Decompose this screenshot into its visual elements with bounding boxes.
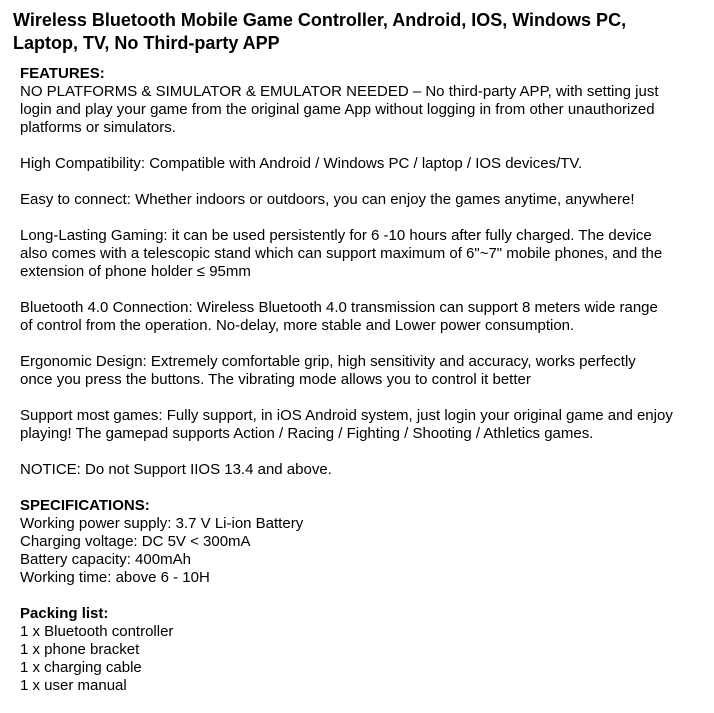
feature-line: NO PLATFORMS & SIMULATOR & EMULATOR NEEDED – No third-party APP, with setting just — [20, 83, 659, 100]
feature-long-lasting — [20, 227, 710, 281]
feature-line: Ergonomic Design: Extremely comfortable grip, high sensitivity and accuracy, works perfectly — [20, 353, 636, 370]
product-title-line-2: Laptop, TV, No Third-party APP — [13, 33, 280, 53]
product-description — [20, 65, 710, 713]
features-heading: FEATURES: — [20, 65, 105, 82]
feature-line: also comes with a telescopic stand which can support maximum of 6"~7" mobile phones, and the — [20, 245, 663, 262]
feature-games-support — [20, 407, 710, 443]
specifications-heading: SPECIFICATIONS: — [20, 497, 150, 514]
spec-item: Charging voltage: DC 5V < 300mA — [20, 533, 251, 550]
product-title-line-1: Wireless Bluetooth Mobile Game Controller, Android, IOS, Windows PC, — [13, 10, 627, 30]
feature-no-platforms — [20, 83, 710, 137]
packing-list-heading: Packing list: — [20, 605, 109, 622]
specifications-section — [20, 497, 710, 587]
packing-list-item: 1 x user manual — [20, 677, 127, 694]
feature-line: Easy to connect: Whether indoors or outdoors, you can enjoy the games anytime, anywhere! — [20, 191, 635, 208]
feature-easy-connect — [20, 191, 710, 209]
feature-line: NOTICE: Do not Support IIOS 13.4 and above. — [20, 461, 332, 478]
packing-list-item: 1 x charging cable — [20, 659, 142, 676]
feature-line: once you press the buttons. The vibrating mode allows you to control it better — [20, 371, 531, 388]
spec-item: Battery capacity: 400mAh — [20, 551, 191, 568]
feature-line: extension of phone holder ≤ 95mm — [20, 263, 251, 280]
packing-list-item: 1 x phone bracket — [20, 641, 140, 658]
feature-line: playing! The gamepad supports Action / Racing / Fighting / Shooting / Athletics games. — [20, 425, 594, 442]
feature-line: of control from the operation. No-delay, more stable and Lower power consumption. — [20, 317, 575, 334]
feature-bluetooth — [20, 299, 710, 335]
product-title — [13, 9, 703, 55]
packing-list-item: 1 x Bluetooth controller — [20, 623, 174, 640]
feature-line: High Compatibility: Compatible with Android / Windows PC / laptop / IOS devices/TV. — [20, 155, 583, 172]
feature-ergonomic — [20, 353, 710, 389]
features-section — [20, 65, 710, 479]
feature-line: Long-Lasting Gaming: it can be used persistently for 6 -10 hours after fully charged. The device — [20, 227, 652, 244]
packing-list-section — [20, 605, 710, 695]
feature-notice — [20, 461, 710, 479]
feature-line: Support most games: Fully support, in iOS Android system, just login your original game and enjoy — [20, 407, 673, 424]
spec-item: Working power supply: 3.7 V Li-ion Battery — [20, 515, 304, 532]
spec-item: Working time: above 6 - 10H — [20, 569, 210, 586]
feature-line: platforms or simulators. — [20, 119, 176, 136]
feature-compatibility — [20, 155, 710, 173]
feature-line: Bluetooth 4.0 Connection: Wireless Bluetooth 4.0 transmission can support 8 meters wide range — [20, 299, 658, 316]
feature-line: login and play your game from the original game App without logging in from other unauthorized — [20, 101, 655, 118]
